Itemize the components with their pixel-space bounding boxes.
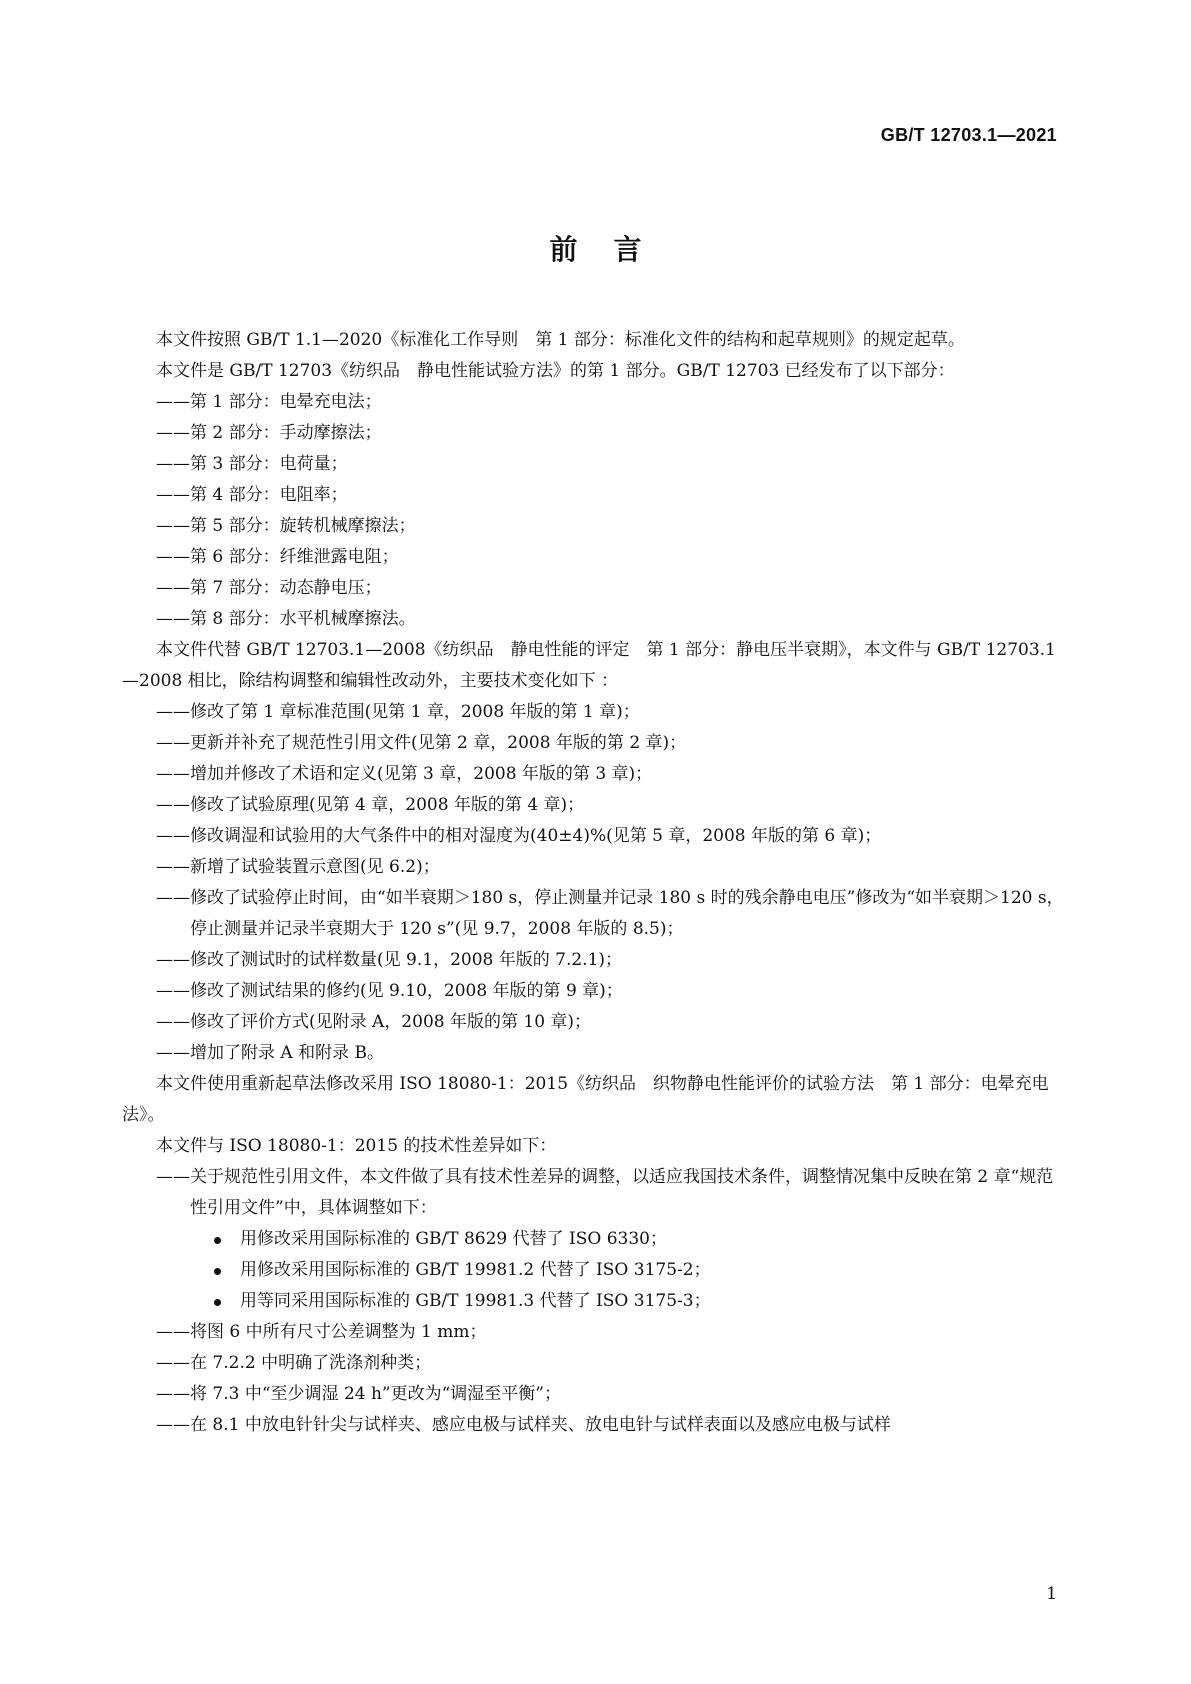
dash-marker: —— (156, 1012, 190, 1032)
dash-marker: —— (156, 516, 190, 536)
list-item-text: 第 2 部分：手动摩擦法； (190, 423, 382, 443)
dash-marker: —— (156, 609, 190, 629)
list-item-text: 第 7 部分：动态静电压； (190, 578, 382, 598)
list-item-text: 修改了评价方式(见附录 A，2008 年版的第 10 章)； (190, 1012, 592, 1032)
dash-marker: —— (156, 1322, 190, 1342)
list-item-text: 修改了试验停止时间，由“如半衰期＞180 s，停止测量并记录 180 s 时的残余静电电压”修改为“如半衰期＞120 s，停止测量并记录半衰期大于 120 s”(见 9.7，2008 年版的 8.5)； (190, 888, 1064, 939)
bullet-dot-icon (214, 1268, 221, 1275)
list-item-text: 第 4 部分：电阻率； (190, 485, 348, 505)
dash-marker: —— (156, 1415, 190, 1435)
dash-list-item (122, 1410, 1069, 1441)
document-body (122, 325, 1069, 1441)
dash-marker: —— (156, 981, 190, 1001)
page-title: 前言 (549, 233, 678, 266)
dash-list-item (122, 418, 1069, 449)
bullet-list-item (122, 1224, 1069, 1255)
list-item-text: 在 7.2.2 中明确了洗涤剂种类； (190, 1353, 432, 1373)
dash-list-item (122, 449, 1069, 480)
dash-list-item (122, 1007, 1069, 1038)
dash-list-item (122, 573, 1069, 604)
dash-marker: —— (156, 795, 190, 815)
dash-marker: —— (156, 547, 190, 567)
list-item-text: 修改调湿和试验用的大气条件中的相对湿度为(40±4)%(见第 5 章，2008 年版的第 6 章)； (190, 826, 882, 846)
dash-marker: —— (156, 733, 190, 753)
standard-code: GB/T 12703.1—2021 (880, 125, 1057, 145)
dash-list-item (122, 1162, 1069, 1224)
dash-list-item (122, 728, 1069, 759)
dash-marker: —— (156, 1353, 190, 1373)
dash-marker: —— (156, 950, 190, 970)
bullet-dot-icon (214, 1237, 221, 1244)
dash-list-item (122, 697, 1069, 728)
list-item-text: 将 7.3 中“至少调湿 24 h”更改为“调湿至平衡”； (190, 1384, 561, 1404)
dash-list-item (122, 883, 1069, 945)
dash-marker: —— (156, 1384, 190, 1404)
paragraph: 本文件按照 GB/T 1.1—2020《标准化工作导则 第 1 部分：标准化文件的结构和起草规则》的规定起草。 (156, 330, 965, 350)
bullet-dot-icon (214, 1299, 221, 1306)
list-item-text: 修改了测试结果的修约(见 9.10，2008 年版的第 9 章)； (190, 981, 623, 1001)
paragraph: 本文件是 GB/T 12703《纺织品 静电性能试验方法》的第 1 部分。GB/T 12703 已经发布了以下部分： (156, 361, 955, 381)
list-item-text: 增加了附录 A 和附录 B。 (190, 1043, 384, 1063)
dash-marker: —— (156, 702, 190, 722)
paragraph: 本文件与 ISO 18080-1：2015 的技术性差异如下： (156, 1136, 557, 1156)
list-item-text: 关于规范性引用文件，本文件做了具有技术性差异的调整，以适应我国技术条件，调整情况集中反映在第 2 章“规范性引用文件”中，具体调整如下： (190, 1167, 1054, 1218)
dash-list-item (122, 821, 1069, 852)
dash-marker: —— (156, 454, 190, 474)
list-item-text: 用修改采用国际标准的 GB/T 19981.2 代替了 ISO 3175-2； (240, 1260, 711, 1280)
list-item-text: 在 8.1 中放电针针尖与试样夹、感应电极与试样夹、放电电针与试样表面以及感应电极与试样 (190, 1415, 891, 1435)
dash-list-item (122, 976, 1069, 1007)
list-item-text: 第 6 部分：纤维泄露电阻； (190, 547, 399, 567)
dash-list-item (122, 759, 1069, 790)
list-item-text: 新增了试验装置示意图(见 6.2)； (190, 857, 440, 877)
list-item-text: 更新并补充了规范性引用文件(见第 2 章，2008 年版的第 2 章)； (190, 733, 687, 753)
list-item-text: 修改了第 1 章标准范围(见第 1 章，2008 年版的第 1 章)； (190, 702, 640, 722)
dash-list-item (122, 945, 1069, 976)
list-item-text: 用等同采用国际标准的 GB/T 19981.3 代替了 ISO 3175-3； (240, 1291, 711, 1311)
list-item-text: 增加并修改了术语和定义(见第 3 章，2008 年版的第 3 章)； (190, 764, 653, 784)
dash-list-item (122, 790, 1069, 821)
dash-list-item (122, 542, 1069, 573)
dash-list-item (122, 852, 1069, 883)
list-item-text: 修改了测试时的试样数量(见 9.1，2008 年版的 7.2.1)； (190, 950, 623, 970)
dash-list-item (122, 1038, 1069, 1069)
dash-marker: —— (156, 888, 190, 908)
dash-list-item (122, 1348, 1069, 1379)
list-item-text: 用修改采用国际标准的 GB/T 8629 代替了 ISO 6330； (240, 1229, 667, 1249)
dash-marker: —— (156, 392, 190, 412)
dash-list-item (122, 511, 1069, 542)
dash-marker: —— (156, 1167, 190, 1187)
dash-marker: —— (156, 764, 190, 784)
paragraph: 本文件使用重新起草法修改采用 ISO 18080-1：2015《纺织品 织物静电性能评价的试验方法 第 1 部分：电晕充电法》。 (122, 1074, 1049, 1125)
bullet-list-item (122, 1255, 1069, 1286)
dash-list-item (122, 1317, 1069, 1348)
list-item-text: 修改了试验原理(见第 4 章，2008 年版的第 4 章)； (190, 795, 585, 815)
list-item-text: 第 1 部分：电晕充电法； (190, 392, 382, 412)
paragraph: 本文件代替 GB/T 12703.1—2008《纺织品 静电性能的评定 第 1 部分：静电压半衰期》，本文件与 GB/T 12703.1—2008 相比，除结构调整和编辑性改动外，主要技术变化如下 ： (122, 640, 1056, 691)
list-item-text: 第 3 部分：电荷量； (190, 454, 348, 474)
dash-list-item (122, 480, 1069, 511)
dash-marker: —— (156, 1043, 190, 1063)
bullet-list-item (122, 1286, 1069, 1317)
list-item-text: 将图 6 中所有尺寸公差调整为 1 mm； (190, 1322, 487, 1342)
dash-marker: —— (156, 578, 190, 598)
dash-list-item (122, 387, 1069, 418)
dash-marker: —— (156, 857, 190, 877)
page-number: 1 (1046, 1584, 1057, 1604)
dash-list-item (122, 604, 1069, 635)
dash-marker: —— (156, 485, 190, 505)
dash-list-item (122, 1379, 1069, 1410)
dash-marker: —— (156, 826, 190, 846)
list-item-text: 第 8 部分：水平机械摩擦法。 (190, 609, 416, 629)
dash-marker: —— (156, 423, 190, 443)
list-item-text: 第 5 部分：旋转机械摩擦法； (190, 516, 416, 536)
